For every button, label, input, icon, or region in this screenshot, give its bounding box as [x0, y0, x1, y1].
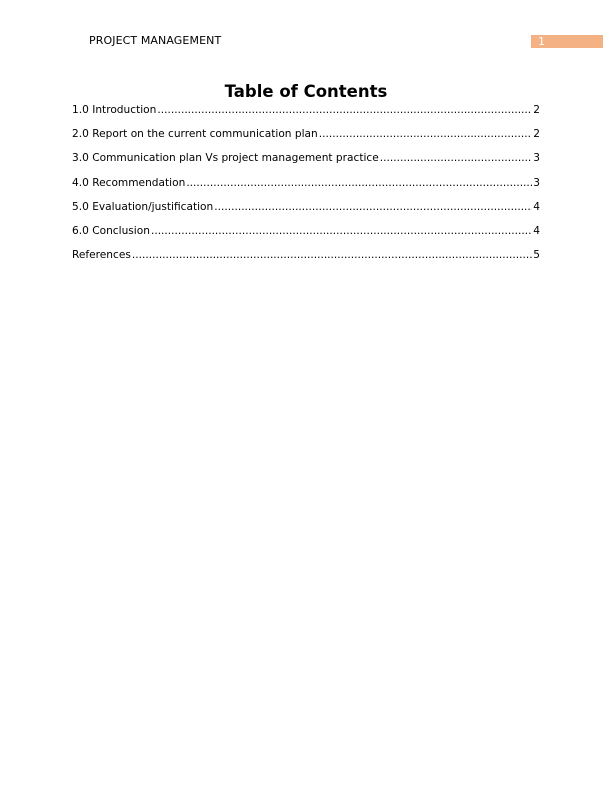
toc-entry-page: 4 [533, 200, 540, 213]
toc-entry-label: 3.0 Communication plan Vs project management practice [72, 152, 379, 165]
toc-heading: Table of Contents [224, 82, 388, 101]
toc-entry-page: 2 [533, 128, 540, 141]
toc-entry-conclusion[interactable] [72, 224, 540, 248]
toc-entry-label: 4.0 Recommendation [72, 176, 186, 189]
toc-dot-leader [214, 200, 532, 214]
toc-dot-leader [186, 176, 532, 190]
toc-entry-page: 3 [533, 176, 540, 189]
toc-entry-page: 2 [533, 104, 540, 116]
toc-entry-report-current-plan[interactable] [72, 127, 540, 151]
toc-dot-leader [151, 224, 532, 238]
page-number-badge: 1 [531, 35, 603, 48]
toc-entry-introduction[interactable] [72, 103, 540, 127]
toc-list [72, 103, 540, 272]
toc-entry-page: 5 [533, 249, 540, 262]
toc-entry-plan-vs-practice[interactable] [72, 151, 540, 175]
toc-entry-label: 1.0 Introduction [72, 104, 157, 116]
toc-entry-label: References [72, 249, 131, 262]
toc-entry-label: 2.0 Report on the current communication plan [72, 128, 318, 141]
toc-entry-recommendation[interactable] [72, 176, 540, 200]
toc-entry-evaluation[interactable] [72, 200, 540, 224]
toc-entry-references[interactable] [72, 248, 540, 272]
toc-entry-page: 4 [533, 224, 540, 237]
toc-dot-leader [132, 248, 532, 262]
running-header-title: PROJECT MANAGEMENT [89, 34, 222, 47]
toc-entry-label: 6.0 Conclusion [72, 224, 150, 237]
toc-entry-page: 3 [533, 152, 540, 165]
toc-dot-leader [319, 127, 532, 141]
toc-entry-label: 5.0 Evaluation/justification [72, 200, 214, 213]
toc-dot-leader [157, 103, 532, 117]
toc-dot-leader [380, 151, 532, 165]
